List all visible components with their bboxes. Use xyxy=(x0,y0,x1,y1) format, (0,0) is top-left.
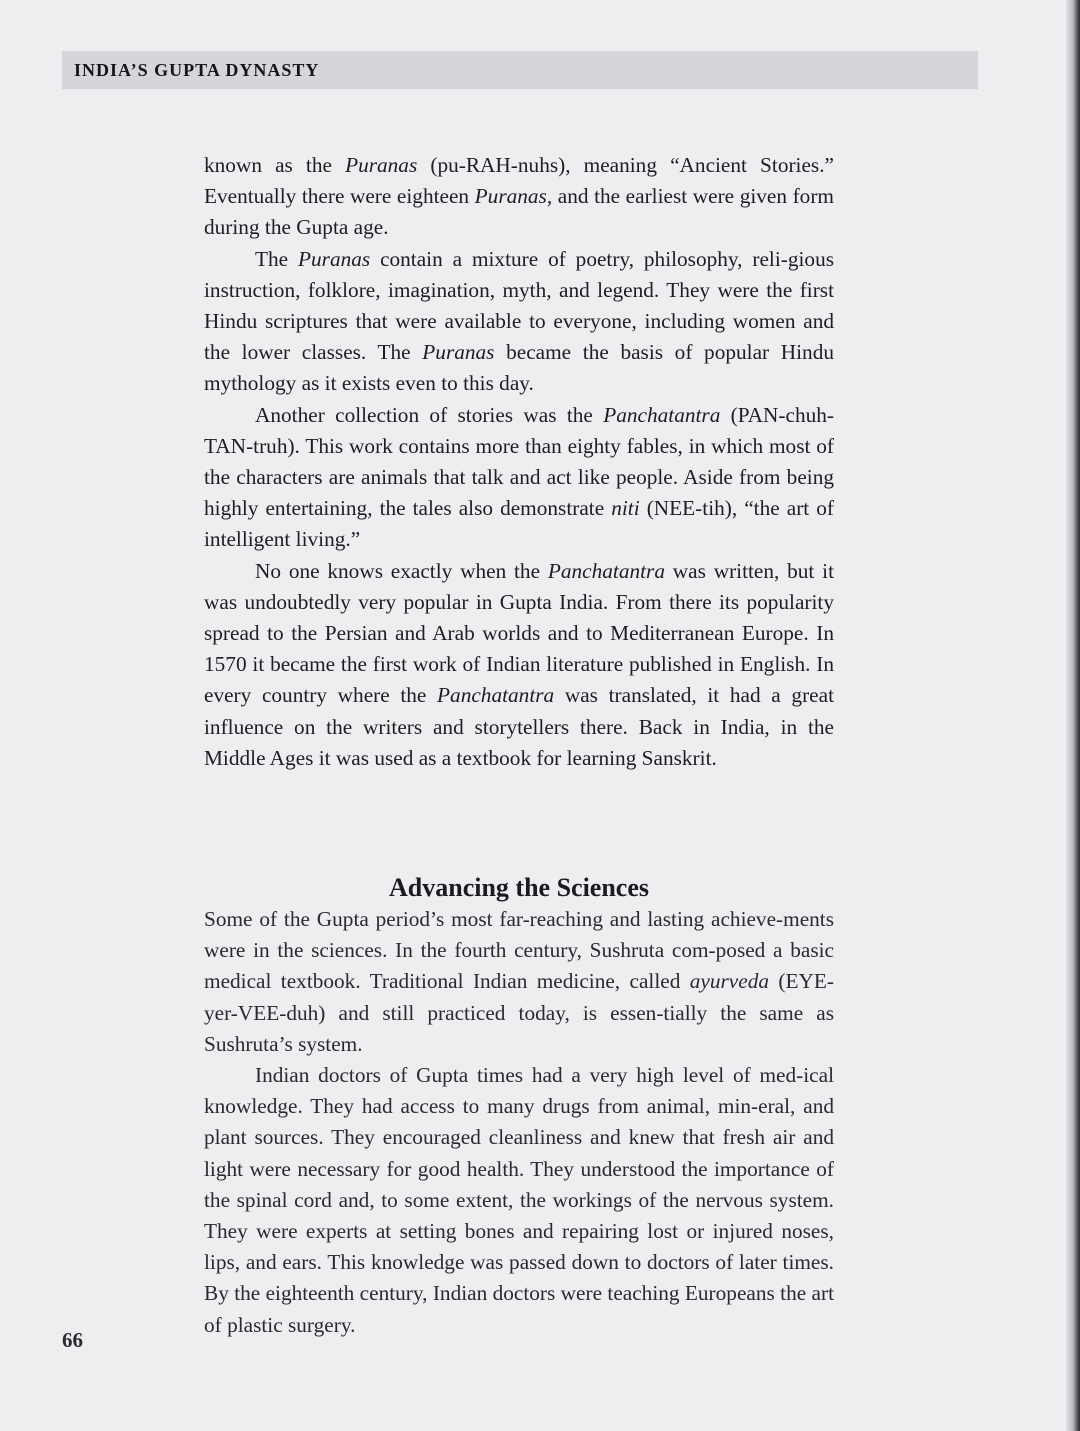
paragraph xyxy=(204,400,834,556)
text-run: and the earliest were given form during the Gupta age. xyxy=(204,184,834,240)
paragraph xyxy=(204,1060,834,1341)
italic-term: Puranas xyxy=(298,246,371,271)
italic-term: Panchatantra xyxy=(437,683,555,708)
page-binding-edge xyxy=(1066,0,1080,1431)
italic-term: Puranas xyxy=(345,153,418,177)
text-run: contain a mixture of poetry, philosophy, reli-gious instruction, folklore, imagination, myth, and legend. They were the first Hindu scriptures that were available to everyone, including women and the lower classes. The xyxy=(204,246,835,365)
text-run: became the basis of popular Hindu mythology as it exists even to this day. xyxy=(204,340,835,396)
text-run: The xyxy=(255,246,298,271)
italic-term: Puranas xyxy=(422,340,495,365)
italic-term: Puranas, xyxy=(474,184,553,209)
italic-term: Panchatantra xyxy=(547,558,665,583)
text-run: (NEE-tih), “the art of intelligent living.” xyxy=(204,496,835,552)
text-run: Some of the Gupta period’s most far-reaching and lasting achieve-ments were in the sciences. In the fourth century, Sushruta com-posed a basic medical textbook. Traditional Indian medicine, called xyxy=(204,907,834,994)
paragraph xyxy=(204,244,834,400)
page-footer xyxy=(62,1328,83,1353)
running-header-title: INDIA’S GUPTA DYNASTY xyxy=(74,60,320,80)
section-body-text xyxy=(204,904,834,1341)
text-run: (PAN-chuh-TAN-truh). This work contains more than eighty fables, in which most of the characters are animals that talk and act like people. Aside from being highly entertaining, the tales also demonstrate xyxy=(204,402,834,521)
text-run: (pu-RAH-nuhs), meaning “Ancient Stories.” Eventually there were eighteen xyxy=(204,153,834,209)
text-run: Another collection of stories was the xyxy=(255,402,604,427)
italic-term: niti xyxy=(611,496,640,521)
italic-term: Panchatantra xyxy=(603,402,721,427)
text-run: known as the xyxy=(204,153,346,177)
running-header-bar xyxy=(62,51,978,89)
paragraph xyxy=(204,150,834,244)
italic-term: ayurveda xyxy=(689,969,770,994)
paragraph xyxy=(204,556,834,774)
text-run: No one knows exactly when the xyxy=(255,558,548,583)
section-heading: Advancing the Sciences xyxy=(389,873,649,902)
text-run: was translated, it had a great influence on the writers and storytellers there. Back in India, in the Middle Ages it was used as a textbook for learning Sanskrit. xyxy=(204,683,834,770)
paragraph xyxy=(204,904,834,1060)
page-number: 66 xyxy=(62,1328,83,1352)
body-text xyxy=(204,150,834,774)
text-run: was written, but it was undoubtedly very popular in Gupta India. From there its popularity spread to the Persian and Arab worlds and to Mediterranean Europe. In 1570 it became the first work of Indian literature published in English. In every country where the xyxy=(204,558,834,708)
text-run: (EYE-yer-VEE-duh) and still practiced today, is essen-tially the same as Sushruta’s system. xyxy=(204,969,834,1056)
text-run: Indian doctors of Gupta times had a very high level of med-ical knowledge. They had access to many drugs from animal, min-eral, and plant sources. They encouraged cleanliness and knew that fresh air and light were necessary for good health. They understood the importance of the spinal cord and, to some extent, the workings of the nervous system. They were experts at setting bones and repairing lost or injured noses, lips, and ears. This knowledge was passed down to doctors of later times. By the eighteenth century, Indian doctors were teaching Europeans the art of plastic surgery. xyxy=(204,1063,834,1337)
